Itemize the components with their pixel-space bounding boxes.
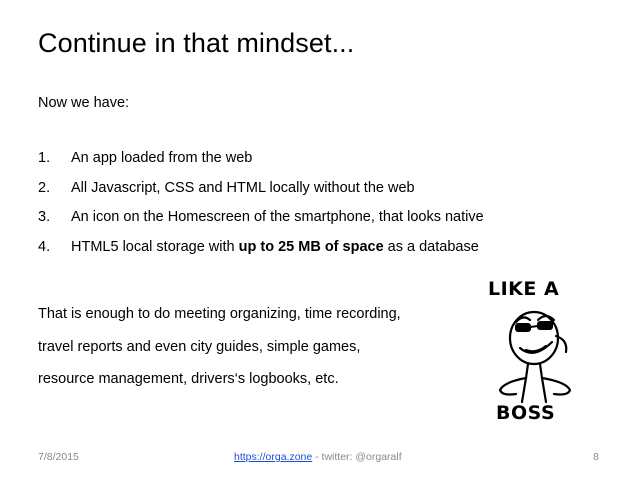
list-text <box>71 239 479 255</box>
meme-top-text: LIKE A <box>488 278 560 300</box>
list-number: 1. <box>38 150 51 166</box>
footer-link[interactable]: https://orga.zone <box>234 451 313 463</box>
paragraph-line: resource management, drivers‘s logbooks, etc. <box>38 371 339 387</box>
slide-title: Continue in that mindset... <box>38 28 355 58</box>
footer-center <box>234 451 402 463</box>
list-number: 2. <box>38 179 51 196</box>
list-number: 3. <box>38 209 51 226</box>
list-text-part: All Javascript, CSS and HTML locally without the web <box>71 179 415 196</box>
list-text <box>71 150 252 166</box>
list-text-bold: up to 25 MB of space <box>238 238 384 255</box>
list-number: 4. <box>38 238 51 255</box>
meme-bottom-text: BOSS <box>496 402 556 424</box>
summary-paragraph <box>38 306 401 404</box>
list-text <box>71 209 484 225</box>
list-text-part: as a database <box>383 238 479 255</box>
footer-twitter: - twitter: @orgaralf <box>312 451 402 463</box>
list-text <box>71 180 415 196</box>
page-number: 8 <box>593 451 599 463</box>
intro-text: Now we have: <box>38 95 130 111</box>
list-text-part: HTML5 local storage with <box>71 238 239 255</box>
footer-date: 7/8/2015 <box>38 451 79 463</box>
paragraph-line: travel reports and even city guides, simple games, <box>38 338 361 355</box>
list-text-part: An app loaded from the web <box>71 150 253 166</box>
list-text-part: An icon on the Homescreen of the smartphone, that looks native <box>71 209 484 226</box>
like-a-boss-image <box>476 278 588 430</box>
paragraph-line: That is enough to do meeting organizing, time recording, <box>38 306 401 322</box>
